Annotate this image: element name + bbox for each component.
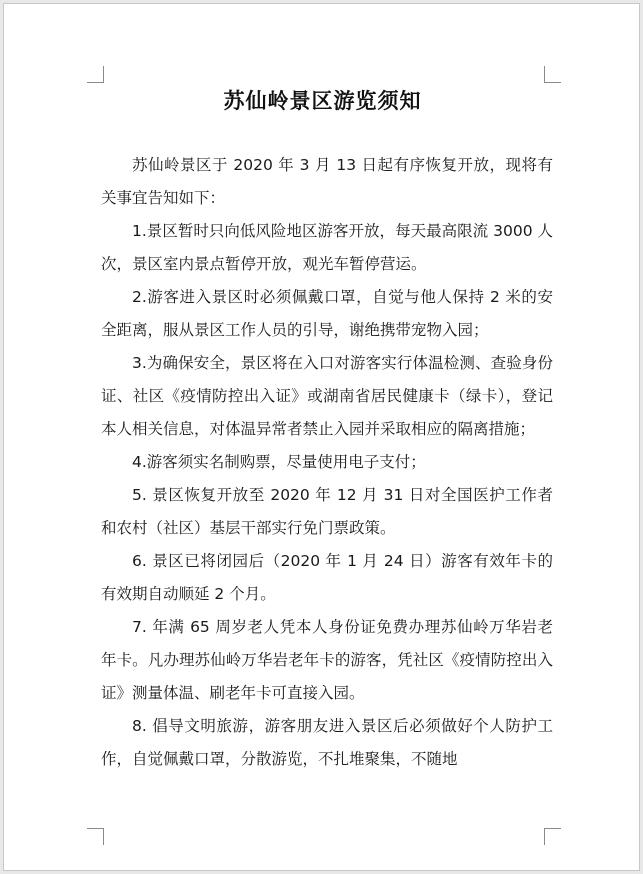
margin-corner-top-left (87, 66, 104, 83)
notice-item-3: 3.为确保安全，景区将在入口对游客实行体温检测、查验身份证、社区《疫情防控出入证》或湖南省居民健康卡（绿卡），登记本人相关信息，对体温异常者禁止入园并采取相应的隔离措施； (101, 354, 553, 438)
notice-item-7: 7. 年满 65 周岁老人凭本人身份证免费办理苏仙岭万华岩老年卡。凡办理苏仙岭万华岩老年卡的游客，凭社区《疫情防控出入证》测量体温、刷老年卡可直接入园。 (101, 618, 553, 702)
margin-corner-top-right (544, 66, 561, 83)
notice-item-6: 6. 景区已将闭园后（2020 年 1 月 24 日）游客有效年卡的有效期自动顺延 2 个月。 (101, 552, 553, 603)
notice-item-2: 2.游客进入景区时必须佩戴口罩，自觉与他人保持 2 米的安全距离，服从景区工作人员的引导，谢绝携带宠物入园； (101, 288, 553, 339)
document-title: 苏仙岭景区游览须知 (223, 89, 422, 113)
margin-corner-bottom-right (544, 828, 561, 845)
document-body (101, 149, 553, 776)
notice-item-5: 5. 景区恢复开放至 2020 年 12 月 31 日对全国医护工作者和农村（社区）基层干部实行免门票政策。 (101, 486, 553, 537)
notice-item-8: 8. 倡导文明旅游，游客朋友进入景区后必须做好个人防护工作，自觉佩戴口罩，分散游览，不扎堆聚集，不随地 (101, 717, 553, 768)
document-page (3, 3, 640, 871)
intro-paragraph: 苏仙岭景区于 2020 年 3 月 13 日起有序恢复开放，现将有关事宜告知如下： (101, 156, 553, 207)
notice-item-4: 4.游客须实名制购票，尽量使用电子支付； (132, 453, 426, 471)
notice-item-1: 1.景区暂时只向低风险地区游客开放，每天最高限流 3000 人次，景区室内景点暂停开放，观光车暂停营运。 (101, 222, 553, 273)
margin-corner-bottom-left (87, 828, 104, 845)
